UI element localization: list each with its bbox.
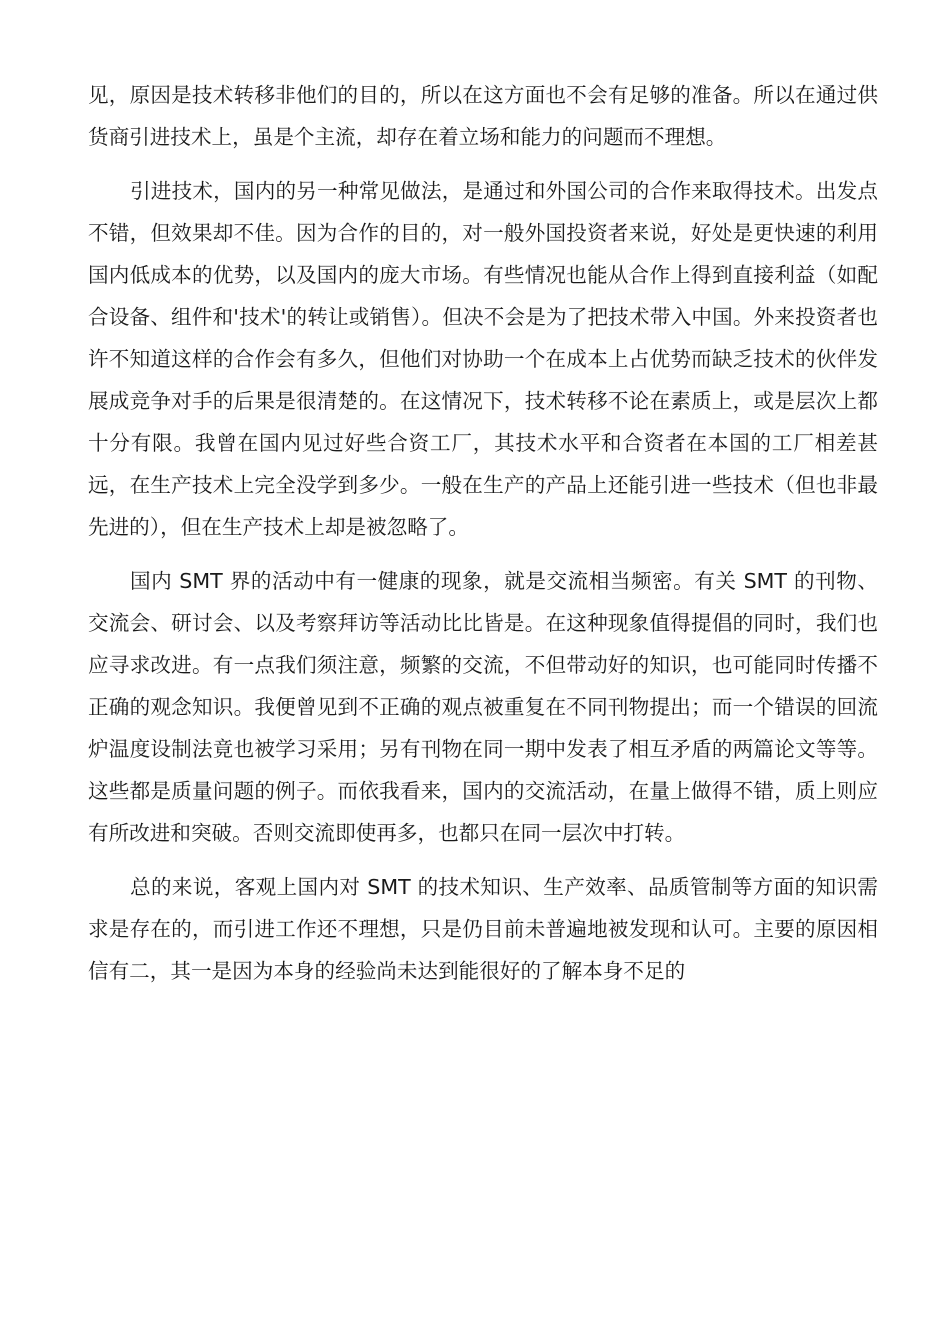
paragraph-3: 国内 SMT 界的活动中有一健康的现象，就是交流相当频密。有关 SMT 的刊物、交流会、研讨会、以及考察拜访等活动比比皆是。在这种现象值得提倡的同时，我们也应寻求改进。有一点我们须注意，频繁的交流，不但带动好的知识，也可能同时传播不正确的观念知识。我便曾见到不正确的观点被重复在不同刊物提出；而一个错误的回流炉温度设制法竟也被学习采用；另有刊物在同一期中发表了相互矛盾的两篇论文等等。这些都是质量问题的例子。而依我看来，国内的交流活动，在量上做得不错，质上则应有所改进和突破。否则交流即使再多，也都只在同一层次中打转。 [88,569,878,845]
paragraph-2: 引进技术，国内的另一种常见做法，是通过和外国公司的合作来取得技术。出发点不错，但效果却不佳。因为合作的目的，对一般外国投资者来说，好处是更快速的利用国内低成本的优势，以及国内的庞大市场。有些情况也能从合作上得到直接利益（如配合设备、组件和'技术'的转让或销售）。但决不会是为了把技术带入中国。外来投资者也许不知道这样的合作会有多久，但他们对协助一个在成本上占优势而缺乏技术的伙伴发展成竞争对手的后果是很清楚的。在这情况下，技术转移不论在素质上，或是层次上都十分有限。我曾在国内见过好些合资工厂，其技术水平和合资者在本国的工厂相差甚远，在生产技术上完全没学到多少。一般在生产的产品上还能引进一些技术（但也非最先进的），但在生产技术上却是被忽略了。 [88,179,878,539]
document-body [88,74,878,1004]
paragraph-4: 总的来说，客观上国内对 SMT 的技术知识、生产效率、品质管制等方面的知识需求是存在的，而引进工作还不理想，只是仍目前未普遍地被发现和认可。主要的原因相信有二，其一是因为本身的经验尚未达到能很好的了解本身不足的 [88,875,878,983]
paragraph-1: 见，原因是技术转移非他们的目的，所以在这方面也不会有足够的准备。所以在通过供货商引进技术上，虽是个主流，却存在着立场和能力的问题而不理想。 [88,83,878,149]
